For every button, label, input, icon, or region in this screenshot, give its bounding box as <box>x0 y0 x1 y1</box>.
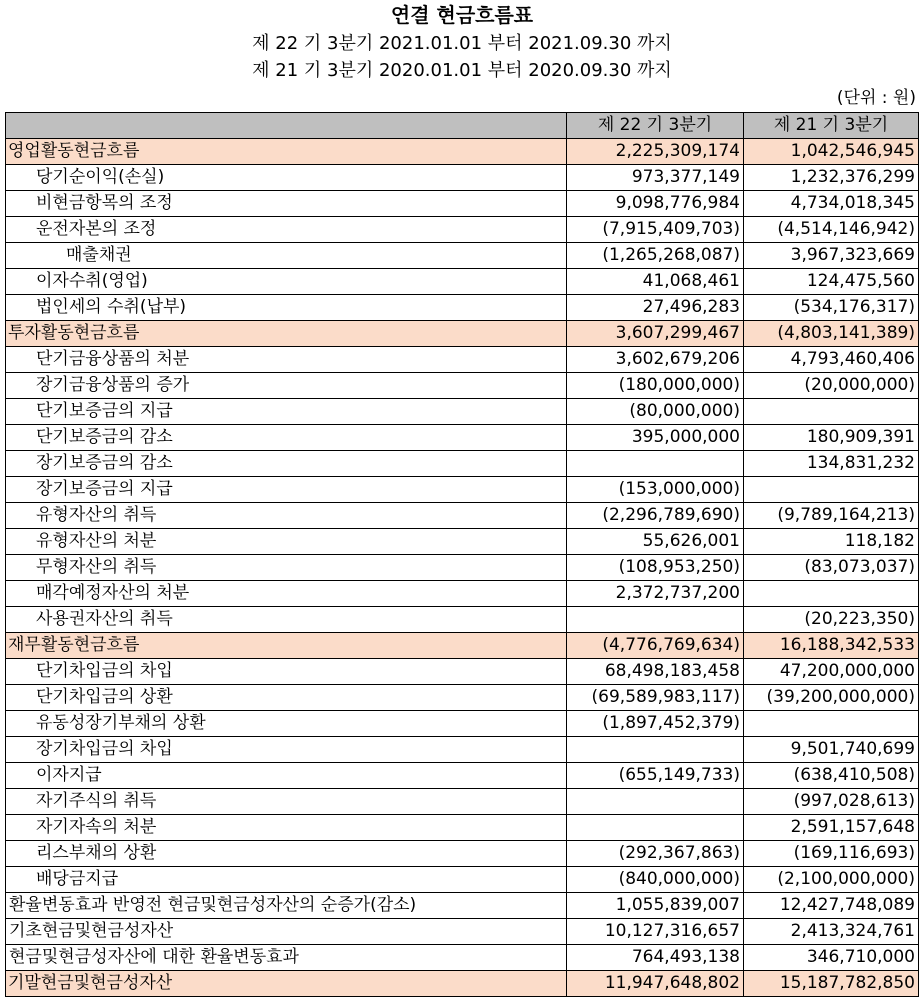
table-row <box>6 477 919 503</box>
row-current-value: 10,127,316,657 <box>567 919 744 945</box>
table-row <box>6 971 919 997</box>
table-row <box>6 295 919 321</box>
row-current-value: 973,377,149 <box>567 165 744 191</box>
row-label: 배당금지급 <box>6 867 567 893</box>
row-prior-value: 346,710,000 <box>744 945 919 971</box>
row-label: 기말현금및현금성자산 <box>6 971 567 997</box>
row-current-value <box>567 451 744 477</box>
row-prior-value: (4,514,146,942) <box>744 217 919 243</box>
row-prior-value: 180,909,391 <box>744 425 919 451</box>
table-row <box>6 139 919 165</box>
row-label: 당기순이익(손실) <box>6 165 567 191</box>
row-current-value <box>567 607 744 633</box>
row-prior-value: 3,967,323,669 <box>744 243 919 269</box>
row-prior-value: 2,591,157,648 <box>744 815 919 841</box>
row-current-value: 55,626,001 <box>567 529 744 555</box>
row-label: 리스부채의 상환 <box>6 841 567 867</box>
row-current-value: (1,897,452,379) <box>567 711 744 737</box>
row-current-value: (655,149,733) <box>567 763 744 789</box>
row-current-value: 11,947,648,802 <box>567 971 744 997</box>
table-row <box>6 919 919 945</box>
row-label: 매출채권 <box>6 243 567 269</box>
table-row <box>6 685 919 711</box>
row-current-value: (69,589,983,117) <box>567 685 744 711</box>
row-prior-value: (20,000,000) <box>744 373 919 399</box>
row-label: 법인세의 수취(납부) <box>6 295 567 321</box>
table-row <box>6 659 919 685</box>
table-row <box>6 841 919 867</box>
table-row <box>6 451 919 477</box>
row-prior-value: (2,100,000,000) <box>744 867 919 893</box>
table-row <box>6 529 919 555</box>
row-prior-value: 1,042,546,945 <box>744 139 919 165</box>
row-current-value: (2,296,789,690) <box>567 503 744 529</box>
row-current-value: 27,496,283 <box>567 295 744 321</box>
current-period: 제 22 기 3분기 2021.01.01 부터 2021.09.30 까지 <box>252 33 672 54</box>
row-label: 투자활동현금흐름 <box>6 321 567 347</box>
row-current-value: (1,265,268,087) <box>567 243 744 269</box>
table-row <box>6 815 919 841</box>
table-row <box>6 581 919 607</box>
statement-title: 연결 현금흐름표 <box>390 3 534 27</box>
table-row <box>6 555 919 581</box>
row-current-value: 2,225,309,174 <box>567 139 744 165</box>
row-prior-value: 1,232,376,299 <box>744 165 919 191</box>
row-label: 영업활동현금흐름 <box>6 139 567 165</box>
header-current-period: 제 22 기 3분기 <box>567 113 744 139</box>
row-label: 기초현금및현금성자산 <box>6 919 567 945</box>
row-current-value <box>567 789 744 815</box>
table-header-row <box>6 113 919 139</box>
row-prior-value: (534,176,317) <box>744 295 919 321</box>
row-label: 현금및현금성자산에 대한 환율변동효과 <box>6 945 567 971</box>
unit-label: (단위 : 원) <box>836 88 916 108</box>
row-prior-value: (9,789,164,213) <box>744 503 919 529</box>
cash-flow-table <box>5 112 919 997</box>
row-current-value: (292,367,863) <box>567 841 744 867</box>
table-row <box>6 347 919 373</box>
row-prior-value <box>744 399 919 425</box>
row-prior-value: 4,793,460,406 <box>744 347 919 373</box>
row-label: 자기자속의 처분 <box>6 815 567 841</box>
table-row <box>6 789 919 815</box>
row-label: 운전자본의 조정 <box>6 217 567 243</box>
row-prior-value: (83,073,037) <box>744 555 919 581</box>
table-row <box>6 165 919 191</box>
table-row <box>6 867 919 893</box>
row-current-value: (180,000,000) <box>567 373 744 399</box>
table-row <box>6 607 919 633</box>
table-row <box>6 503 919 529</box>
row-current-value <box>567 737 744 763</box>
row-current-value: (108,953,250) <box>567 555 744 581</box>
table-row <box>6 711 919 737</box>
row-label: 장기보증금의 감소 <box>6 451 567 477</box>
row-current-value: 764,493,138 <box>567 945 744 971</box>
table-row <box>6 243 919 269</box>
row-current-value: 9,098,776,984 <box>567 191 744 217</box>
header-prior-period: 제 21 기 3분기 <box>744 113 919 139</box>
row-prior-value: 12,427,748,089 <box>744 893 919 919</box>
row-prior-value: 9,501,740,699 <box>744 737 919 763</box>
row-current-value: 395,000,000 <box>567 425 744 451</box>
row-prior-value: 118,182 <box>744 529 919 555</box>
row-label: 유형자산의 취득 <box>6 503 567 529</box>
row-current-value: (80,000,000) <box>567 399 744 425</box>
row-current-value: (153,000,000) <box>567 477 744 503</box>
row-current-value: 3,607,299,467 <box>567 321 744 347</box>
row-label: 매각예정자산의 처분 <box>6 581 567 607</box>
row-current-value: (840,000,000) <box>567 867 744 893</box>
row-prior-value: (39,200,000,000) <box>744 685 919 711</box>
row-prior-value: (997,028,613) <box>744 789 919 815</box>
row-label: 장기보증금의 지급 <box>6 477 567 503</box>
row-prior-value: (20,223,350) <box>744 607 919 633</box>
row-prior-value: (169,116,693) <box>744 841 919 867</box>
row-prior-value: 47,200,000,000 <box>744 659 919 685</box>
row-label: 재무활동현금흐름 <box>6 633 567 659</box>
prior-period: 제 21 기 3분기 2020.01.01 부터 2020.09.30 까지 <box>252 60 672 81</box>
table-row <box>6 633 919 659</box>
table-row <box>6 269 919 295</box>
table-row <box>6 425 919 451</box>
row-label: 이자지급 <box>6 763 567 789</box>
table-row <box>6 893 919 919</box>
row-label: 무형자산의 취득 <box>6 555 567 581</box>
row-prior-value: 15,187,782,850 <box>744 971 919 997</box>
row-current-value: 68,498,183,458 <box>567 659 744 685</box>
row-label: 이자수취(영업) <box>6 269 567 295</box>
row-current-value: 41,068,461 <box>567 269 744 295</box>
row-current-value <box>567 815 744 841</box>
row-label: 단기보증금의 감소 <box>6 425 567 451</box>
row-label: 단기보증금의 지급 <box>6 399 567 425</box>
row-label: 장기금융상품의 증가 <box>6 373 567 399</box>
row-label: 환율변동효과 반영전 현금및현금성자산의 순증가(감소) <box>6 893 567 919</box>
row-label: 단기차입금의 상환 <box>6 685 567 711</box>
row-label: 장기차입금의 차입 <box>6 737 567 763</box>
row-label: 단기금융상품의 처분 <box>6 347 567 373</box>
table-row <box>6 321 919 347</box>
row-prior-value <box>744 711 919 737</box>
row-current-value: 1,055,839,007 <box>567 893 744 919</box>
table-row <box>6 945 919 971</box>
row-prior-value: 2,413,324,761 <box>744 919 919 945</box>
row-prior-value: (638,410,508) <box>744 763 919 789</box>
table-row <box>6 217 919 243</box>
row-current-value: 3,602,679,206 <box>567 347 744 373</box>
table-body <box>6 139 919 997</box>
row-prior-value: (4,803,141,389) <box>744 321 919 347</box>
row-current-value: (4,776,769,634) <box>567 633 744 659</box>
row-prior-value: 124,475,560 <box>744 269 919 295</box>
row-label: 유형자산의 처분 <box>6 529 567 555</box>
row-prior-value: 134,831,232 <box>744 451 919 477</box>
table-row <box>6 737 919 763</box>
row-current-value: (7,915,409,703) <box>567 217 744 243</box>
table-row <box>6 763 919 789</box>
table-row <box>6 399 919 425</box>
row-label: 자기주식의 취득 <box>6 789 567 815</box>
row-label: 사용권자산의 취득 <box>6 607 567 633</box>
table-row <box>6 191 919 217</box>
header-label-cell <box>6 113 567 139</box>
row-label: 비현금항목의 조정 <box>6 191 567 217</box>
row-current-value: 2,372,737,200 <box>567 581 744 607</box>
row-prior-value: 4,734,018,345 <box>744 191 919 217</box>
row-label: 단기차입금의 차입 <box>6 659 567 685</box>
row-label: 유동성장기부채의 상환 <box>6 711 567 737</box>
row-prior-value <box>744 477 919 503</box>
row-prior-value <box>744 581 919 607</box>
table-row <box>6 373 919 399</box>
row-prior-value: 16,188,342,533 <box>744 633 919 659</box>
